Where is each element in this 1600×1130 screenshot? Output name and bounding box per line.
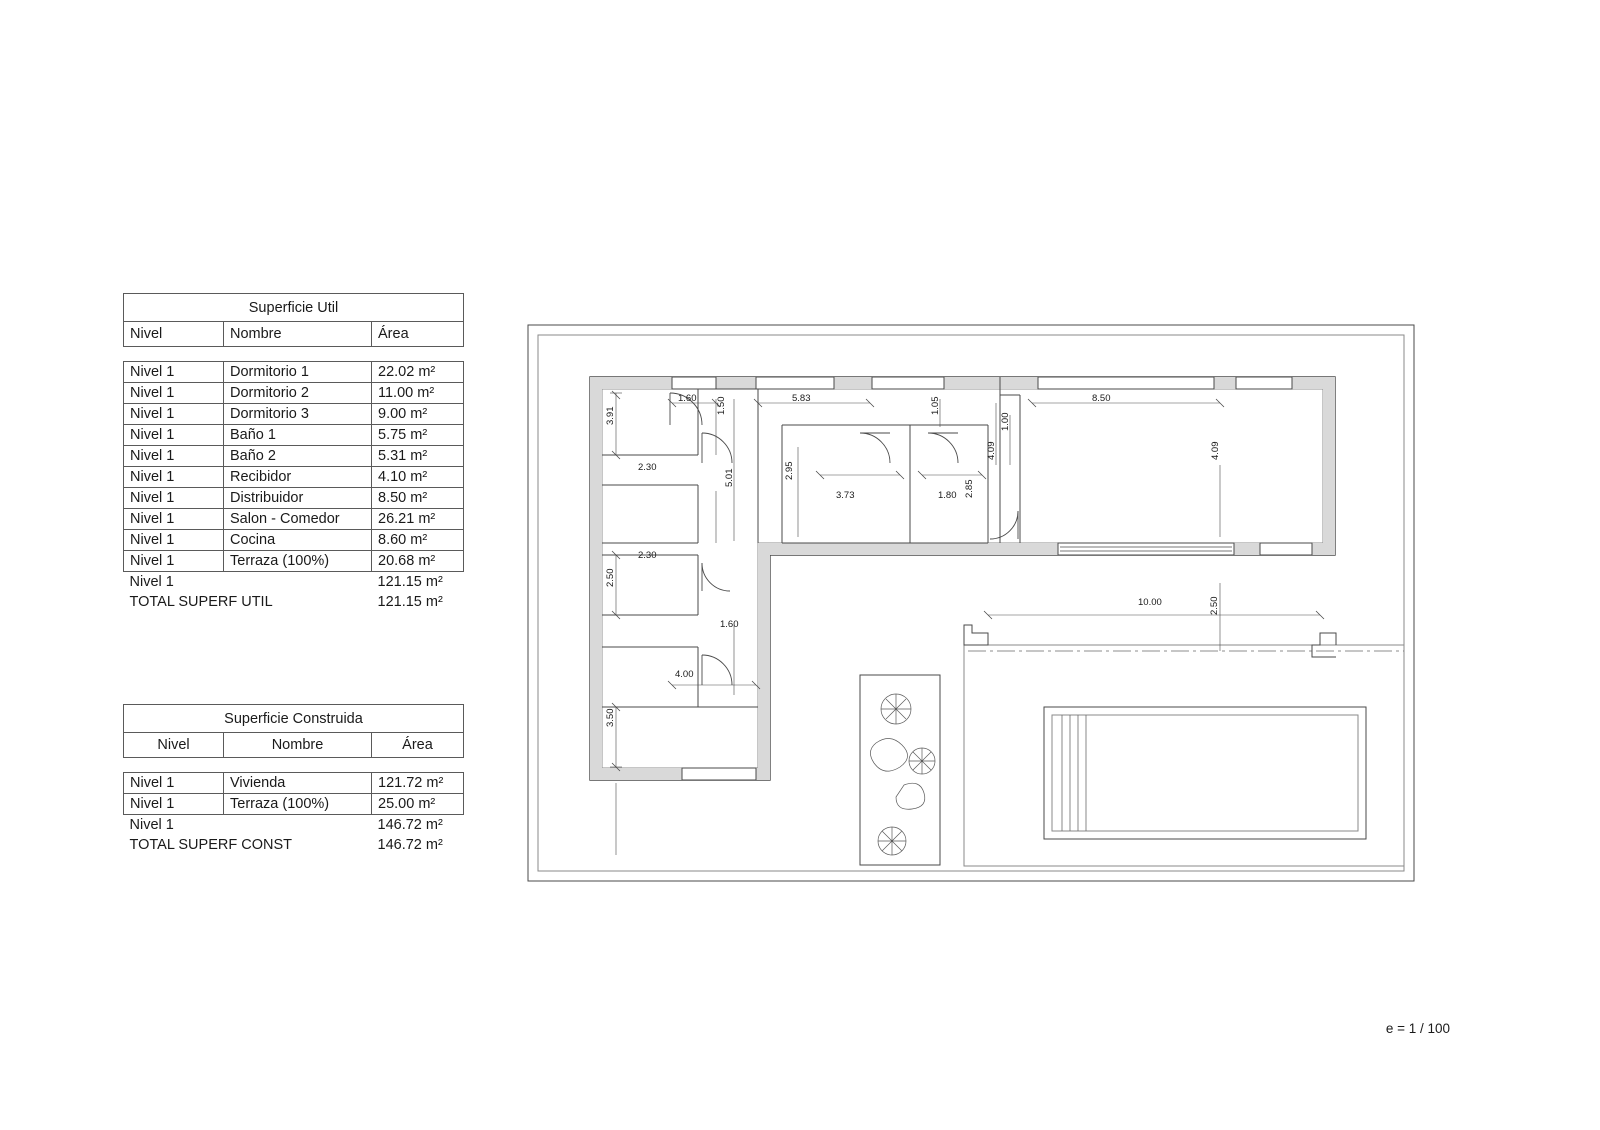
subtotal-nombre	[224, 572, 372, 593]
dim-label: 1.60	[720, 619, 739, 630]
dim-label: 10.00	[1138, 597, 1162, 608]
floor-plan-svg	[520, 315, 1440, 895]
dim-label: 4.00	[675, 669, 694, 680]
dim-label: 2.30	[638, 550, 657, 561]
table-row	[124, 551, 464, 572]
table-subtotal-row	[124, 572, 464, 593]
cell-nombre: Baño 1	[224, 425, 372, 446]
dim-label: 1.80	[938, 490, 957, 501]
planter-bed	[860, 675, 940, 865]
header-area: Área	[372, 322, 464, 347]
cell-nombre: Vivienda	[224, 773, 372, 794]
cell-nivel: Nivel 1	[124, 509, 224, 530]
cell-nombre: Salon - Comedor	[224, 509, 372, 530]
table-spacer	[124, 758, 464, 773]
dim-label: 1.50	[716, 396, 727, 415]
cell-nivel: Nivel 1	[124, 425, 224, 446]
cell-nivel: Nivel 1	[124, 773, 224, 794]
subtotal-area: 146.72 m²	[372, 815, 464, 836]
cell-nombre: Dormitorio 1	[224, 362, 372, 383]
cell-area: 4.10 m²	[372, 467, 464, 488]
cell-nivel: Nivel 1	[124, 488, 224, 509]
cell-nombre: Dormitorio 2	[224, 383, 372, 404]
cell-nivel: Nivel 1	[124, 404, 224, 425]
cell-nombre: Baño 2	[224, 446, 372, 467]
subtotal-nivel: Nivel 1	[124, 572, 224, 593]
cell-area: 5.75 m²	[372, 425, 464, 446]
dim-label: 5.83	[792, 393, 811, 404]
cell-nombre: Dormitorio 3	[224, 404, 372, 425]
cell-nivel: Nivel 1	[124, 383, 224, 404]
cell-nombre: Cocina	[224, 530, 372, 551]
dim-label: 2.30	[638, 462, 657, 473]
dim-label: 1.60	[678, 393, 697, 404]
dim-label: 1.00	[1000, 412, 1011, 431]
kerb-steps	[964, 625, 1336, 657]
dim-label: 8.50	[1092, 393, 1111, 404]
cell-nivel: Nivel 1	[124, 551, 224, 572]
subtotal-nivel: Nivel 1	[124, 815, 224, 836]
swimming-pool	[1044, 707, 1366, 839]
cell-nivel: Nivel 1	[124, 794, 224, 815]
total-label: TOTAL SUPERF UTIL	[124, 592, 372, 612]
cell-nombre: Recibidor	[224, 467, 372, 488]
cell-area: 25.00 m²	[372, 794, 464, 815]
dim-label: 4.09	[986, 441, 997, 460]
dim-label: 4.09	[1210, 441, 1221, 460]
table-total-row	[124, 835, 464, 855]
header-nombre: Nombre	[224, 322, 372, 347]
superficie-util-table-block	[123, 293, 464, 612]
cell-area: 9.00 m²	[372, 404, 464, 425]
cell-area: 20.68 m²	[372, 551, 464, 572]
cell-nivel: Nivel 1	[124, 530, 224, 551]
cell-nivel: Nivel 1	[124, 362, 224, 383]
cell-area: 5.31 m²	[372, 446, 464, 467]
cell-nombre: Terraza (100%)	[224, 794, 372, 815]
floor-plan-drawing	[520, 315, 1440, 895]
table-subtotal-row	[124, 815, 464, 836]
table-title-row	[124, 705, 464, 733]
table-row	[124, 446, 464, 467]
dim-label: 5.01	[724, 468, 735, 487]
header-nivel: Nivel	[124, 322, 224, 347]
cell-area: 8.50 m²	[372, 488, 464, 509]
subtotal-nombre	[224, 815, 372, 836]
dim-label: 3.91	[605, 406, 616, 425]
cell-area: 26.21 m²	[372, 509, 464, 530]
table-title: Superficie Construida	[124, 705, 464, 733]
superficie-util-table	[123, 293, 464, 612]
dim-label: 2.95	[784, 461, 795, 480]
cell-nombre: Terraza (100%)	[224, 551, 372, 572]
dim-label: 2.50	[605, 568, 616, 587]
cell-nivel: Nivel 1	[124, 446, 224, 467]
table-title: Superficie Util	[124, 294, 464, 322]
table-row	[124, 383, 464, 404]
cell-area: 11.00 m²	[372, 383, 464, 404]
table-row	[124, 425, 464, 446]
superficie-construida-table	[123, 704, 464, 855]
cell-area: 8.60 m²	[372, 530, 464, 551]
total-area: 121.15 m²	[372, 592, 464, 612]
cell-area: 121.72 m²	[372, 773, 464, 794]
scale-note: e = 1 / 100	[1385, 1021, 1450, 1036]
cell-area: 22.02 m²	[372, 362, 464, 383]
table-spacer	[124, 347, 464, 362]
plant-shrub-2	[909, 748, 935, 774]
header-nivel: Nivel	[124, 733, 224, 758]
table-row	[124, 530, 464, 551]
dim-label: 2.50	[1209, 596, 1220, 615]
dim-label: 2.85	[964, 479, 975, 498]
dim-label: 3.73	[836, 490, 855, 501]
dim-label: 1.05	[930, 396, 941, 415]
table-row	[124, 488, 464, 509]
table-row	[124, 794, 464, 815]
total-label: TOTAL SUPERF CONST	[124, 835, 372, 855]
table-header-row	[124, 733, 464, 758]
table-header-row	[124, 322, 464, 347]
table-row	[124, 404, 464, 425]
dim-label: 3.50	[605, 708, 616, 727]
plant-shrub-3	[878, 827, 906, 855]
header-nombre: Nombre	[224, 733, 372, 758]
header-area: Área	[372, 733, 464, 758]
table-row	[124, 467, 464, 488]
table-title-row	[124, 294, 464, 322]
cell-nivel: Nivel 1	[124, 467, 224, 488]
table-total-row	[124, 592, 464, 612]
subtotal-area: 121.15 m²	[372, 572, 464, 593]
total-area: 146.72 m²	[372, 835, 464, 855]
cell-nombre: Distribuidor	[224, 488, 372, 509]
table-row	[124, 509, 464, 530]
table-row	[124, 773, 464, 794]
superficie-construida-table-block	[123, 704, 464, 855]
table-row	[124, 362, 464, 383]
plant-shrub-1	[881, 694, 911, 724]
